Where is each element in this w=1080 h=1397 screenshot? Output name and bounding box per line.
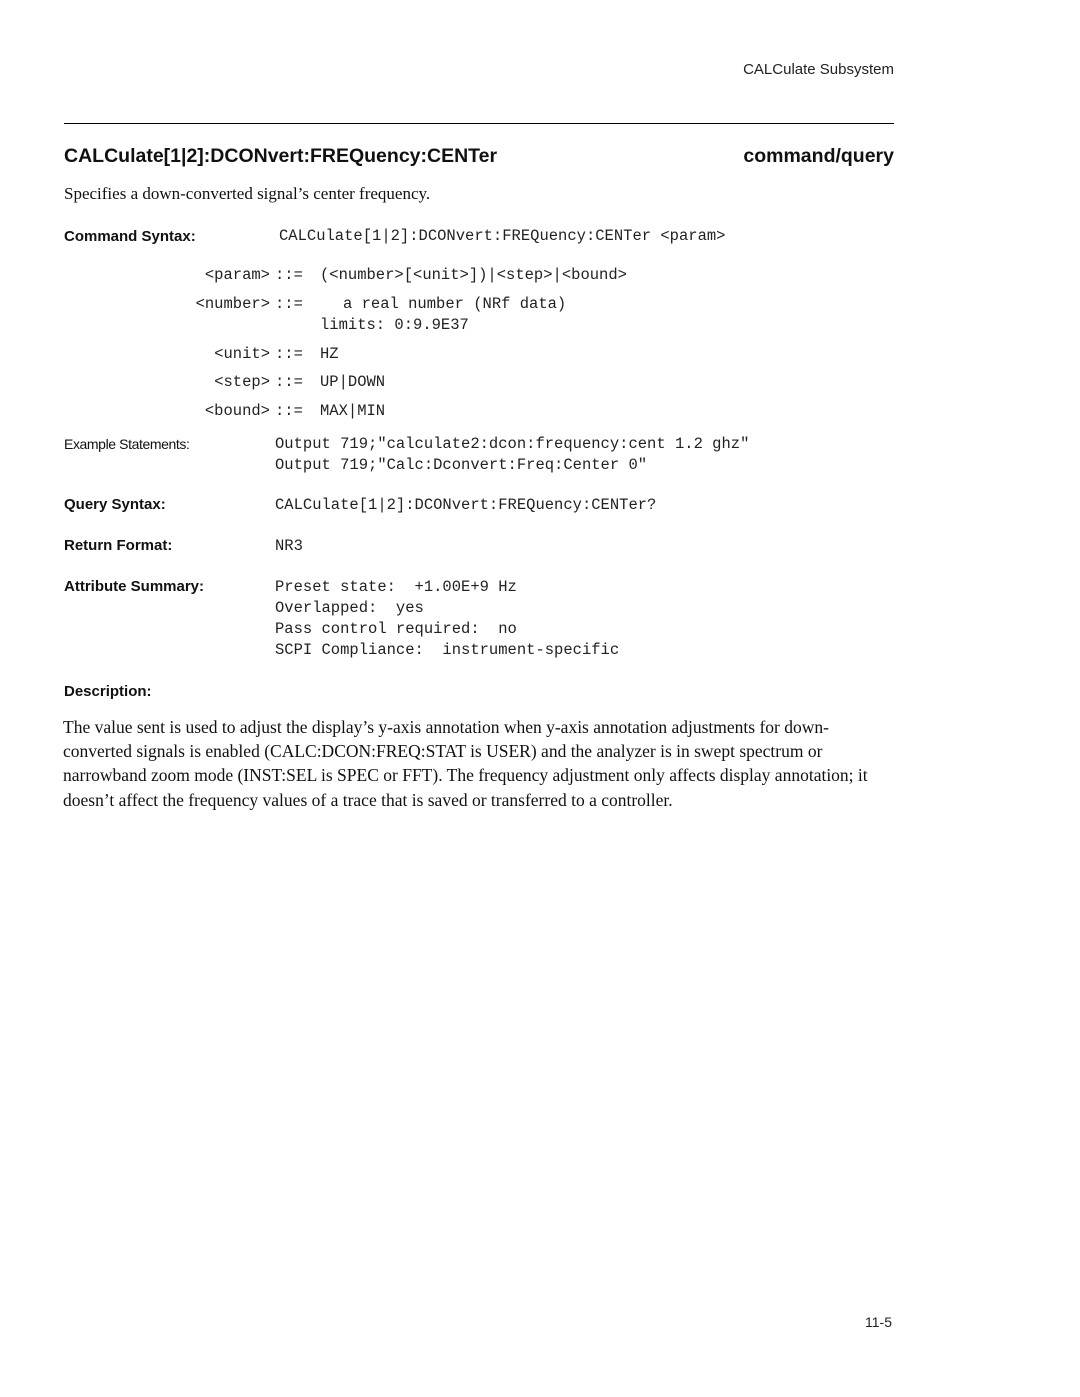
definition-term: <unit>	[214, 345, 270, 363]
command-syntax-label: Command Syntax:	[64, 228, 196, 245]
definition-body: HZ	[320, 345, 339, 363]
return-format: NR3	[275, 537, 303, 555]
query-syntax: CALCulate[1|2]:DCONvert:FREQuency:CENTer?	[275, 496, 657, 514]
definition-term: <number>	[195, 295, 270, 313]
attribute-line: Preset state: +1.00E+9 Hz	[275, 578, 517, 596]
query-syntax-label: Query Syntax:	[64, 496, 166, 513]
return-format-label: Return Format:	[64, 537, 173, 554]
definition-body: (<number>[<unit>])|<step>|<bound>	[320, 266, 627, 284]
running-header: CALCulate Subsystem	[743, 61, 894, 78]
command-syntax: CALCulate[1|2]:DCONvert:FREQuency:CENTer <param>	[279, 227, 726, 245]
definition-body: limits: 0:9.9E37	[320, 316, 469, 334]
example-statement: Output 719;"calculate2:dcon:frequency:cent 1.2 ghz"	[275, 435, 750, 453]
definition-operator: ::=	[275, 402, 303, 420]
description-text: The value sent is used to adjust the display’s y-axis annotation when y-axis annotation adjustments for down-converted signals is enabled (CALC:DCON:FREQ:STAT is USER) and the analyzer is in swept spectrum or narrowband zoom mode (INST:SEL is SPEC or FFT). The frequency adjustment only affects display annotation; it doesn’t affect the frequency values of a trace that is saved or transferred to a controller.	[63, 717, 868, 810]
definition-term: <bound>	[204, 402, 270, 420]
attribute-line: Pass control required: no	[275, 620, 517, 638]
attribute-line: Overlapped: yes	[275, 599, 424, 617]
definition-operator: ::=	[275, 345, 303, 363]
command-type: command/query	[743, 145, 894, 167]
attribute-summary-label: Attribute Summary:	[64, 578, 205, 595]
definition-operator: ::=	[275, 295, 303, 313]
definition-body: UP|DOWN	[320, 373, 386, 391]
definition-operator: ::=	[275, 373, 303, 391]
command-title: CALCulate[1|2]:DCONvert:FREQuency:CENTer	[64, 145, 498, 167]
definition-body: a real number (NRf data)	[343, 295, 567, 313]
definition-term: <param>	[204, 266, 270, 284]
description-label: Description:	[64, 683, 152, 700]
example-statement: Output 719;"Calc:Dconvert:Freq:Center 0"	[275, 456, 648, 474]
definition-term: <step>	[214, 373, 270, 391]
definition-operator: ::=	[275, 266, 303, 284]
example-statements-label: Example Statements:	[64, 436, 190, 452]
definition-body: MAX|MIN	[320, 402, 386, 420]
attribute-line: SCPI Compliance: instrument-specific	[275, 641, 620, 659]
command-summary: Specifies a down-converted signal’s center frequency.	[64, 184, 431, 203]
header-rule	[64, 123, 894, 124]
page-number: 11-5	[865, 1314, 892, 1330]
